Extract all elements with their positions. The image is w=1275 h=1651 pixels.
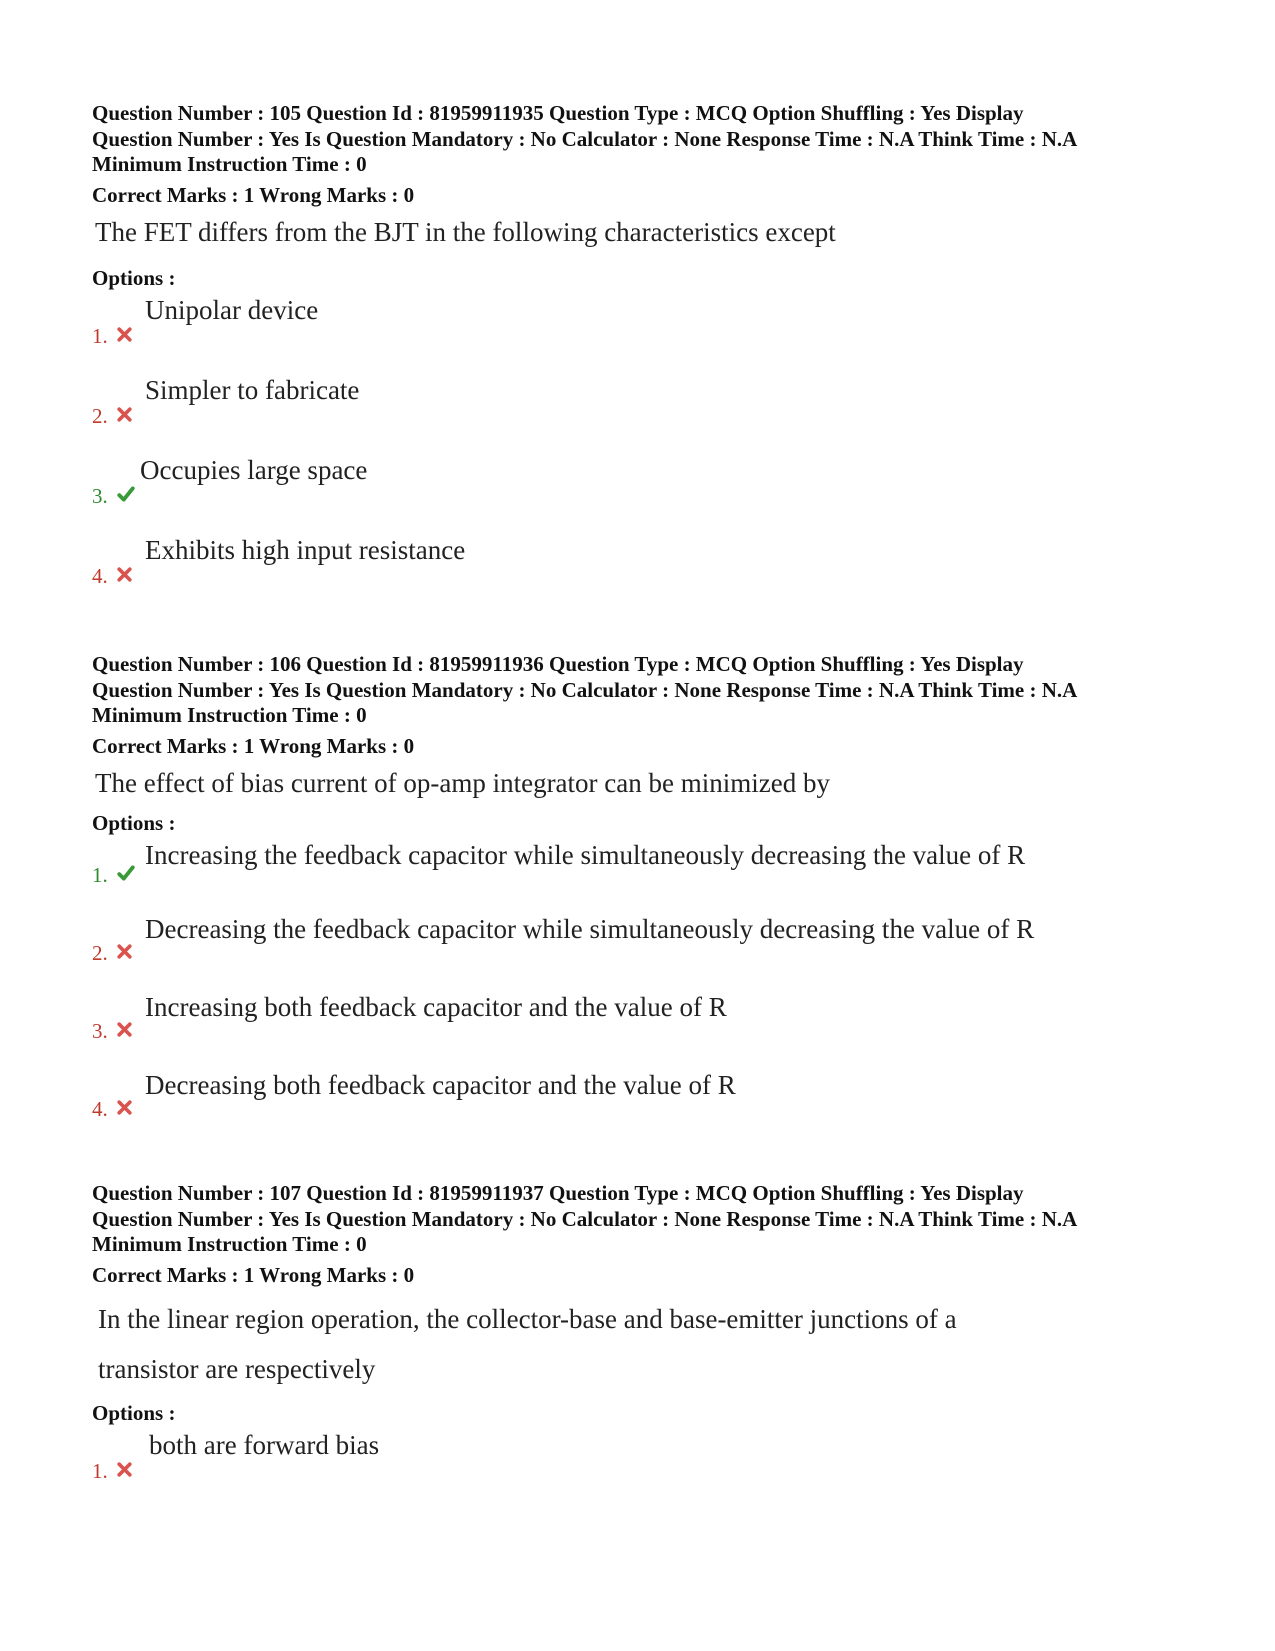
option-text: both are forward bias	[149, 1429, 380, 1460]
marks-line: Correct Marks : 1 Wrong Marks : 0	[92, 1262, 415, 1287]
option-number: 4.	[92, 563, 108, 588]
question-meta-line-3: Minimum Instruction Time : 0	[92, 703, 367, 727]
correct-check-icon	[116, 864, 136, 882]
question-meta-line-2: Question Number : Yes Is Question Mandatory : No Calculator : None Response Time : N.A Think Time : N.A	[92, 1206, 1078, 1231]
question-meta-line-2: Question Number : Yes Is Question Mandatory : No Calculator : None Response Time : N.A Think Time : N.A	[92, 126, 1078, 151]
wrong-cross-icon	[116, 1461, 133, 1478]
option-item	[92, 1066, 1202, 1144]
option-text: Simpler to fabricate	[145, 374, 360, 405]
option-text: Unipolar device	[145, 294, 319, 325]
option-item	[92, 836, 1202, 910]
wrong-cross-icon	[116, 406, 133, 423]
question-stem-line-1: In the linear region operation, the collector-base and base-emitter junctions of a	[98, 1303, 957, 1334]
option-item	[92, 451, 1202, 531]
option-number: 1.	[92, 323, 108, 348]
option-number: 2.	[92, 940, 108, 965]
question-stem: The FET differs from the BJT in the following characteristics except	[95, 216, 836, 247]
option-item	[92, 988, 1202, 1066]
option-text: Increasing both feedback capacitor and the value of R	[145, 991, 727, 1022]
question-meta-line-3: Minimum Instruction Time : 0	[92, 152, 367, 176]
option-number: 1.	[92, 862, 108, 887]
marks-line: Correct Marks : 1 Wrong Marks : 0	[92, 182, 415, 207]
question-107	[92, 1181, 1202, 1506]
option-item	[92, 910, 1202, 988]
question-stem-line-2: transistor are respectively	[98, 1353, 376, 1384]
question-stem	[92, 1294, 1202, 1394]
correct-check-icon	[116, 485, 136, 503]
question-meta-line-1: Question Number : 107 Question Id : 81959911937 Question Type : MCQ Option Shuffling : Yes Display	[92, 1181, 1024, 1205]
option-text: Decreasing the feedback capacitor while simultaneously decreasing the value of R	[145, 913, 1035, 944]
option-number: 3.	[92, 483, 108, 508]
question-meta-line-1: Question Number : 106 Question Id : 81959911936 Question Type : MCQ Option Shuffling : Yes Display	[92, 652, 1024, 676]
wrong-cross-icon	[116, 326, 133, 343]
option-text: Increasing the feedback capacitor while simultaneously decreasing the value of R	[145, 839, 1026, 870]
option-number: 1.	[92, 1458, 108, 1483]
option-number: 3.	[92, 1018, 108, 1043]
question-stem: The effect of bias current of op-amp integrator can be minimized by	[95, 767, 830, 798]
wrong-cross-icon	[116, 1021, 133, 1038]
question-105	[92, 101, 1202, 611]
options-label: Options :	[92, 1400, 176, 1425]
option-text: Occupies large space	[140, 454, 368, 485]
question-meta-line-2: Question Number : Yes Is Question Mandatory : No Calculator : None Response Time : N.A Think Time : N.A	[92, 677, 1078, 702]
option-number: 2.	[92, 403, 108, 428]
option-text: Decreasing both feedback capacitor and the value of R	[145, 1069, 736, 1100]
marks-line: Correct Marks : 1 Wrong Marks : 0	[92, 733, 415, 758]
question-106	[92, 652, 1202, 1144]
options-label: Options :	[92, 810, 176, 835]
option-item	[92, 531, 1202, 611]
option-item	[92, 291, 1202, 371]
option-text: Exhibits high input resistance	[145, 534, 466, 565]
wrong-cross-icon	[116, 943, 133, 960]
option-item	[92, 371, 1202, 451]
question-meta-line-1: Question Number : 105 Question Id : 81959911935 Question Type : MCQ Option Shuffling : Yes Display	[92, 101, 1024, 125]
option-number: 4.	[92, 1096, 108, 1121]
question-meta-line-3: Minimum Instruction Time : 0	[92, 1232, 367, 1256]
wrong-cross-icon	[116, 566, 133, 583]
option-item	[92, 1426, 1202, 1506]
options-label: Options :	[92, 265, 176, 290]
wrong-cross-icon	[116, 1099, 133, 1116]
